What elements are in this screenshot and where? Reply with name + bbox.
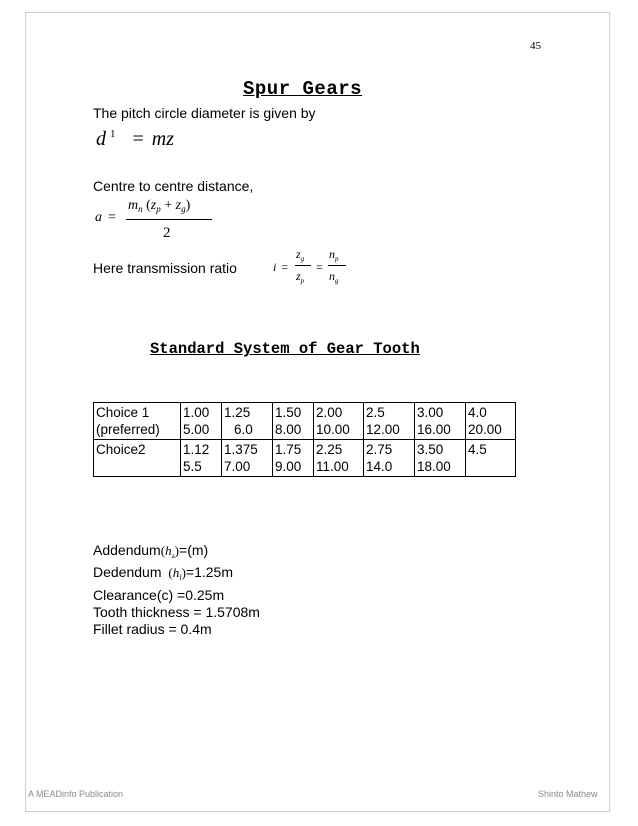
dedendum-value: =1.25m [185, 564, 234, 580]
eq-n: n [329, 269, 335, 283]
cell-line: 2.5 [366, 405, 385, 420]
label-line: Choice2 [96, 442, 146, 457]
eq-equals: = [108, 210, 116, 225]
eq-z: z [296, 247, 301, 261]
eq-sub-a: a [171, 552, 175, 560]
label-line: Choice 1 [96, 405, 150, 420]
gear-module-table [93, 402, 516, 477]
cell-line: 1.375 [224, 442, 258, 457]
cell-line: 11.00 [316, 459, 349, 474]
eq-sub-g: g [181, 204, 186, 214]
footer-publisher: A MEADinfo Publication [28, 789, 124, 799]
eq-symbol-i: i [273, 260, 277, 274]
eq-sub-p: p [335, 255, 339, 263]
fraction-bar [295, 265, 311, 266]
cell-line: 7.00 [224, 459, 251, 474]
table-cell [415, 440, 466, 477]
pitch-equation [96, 128, 174, 151]
cell-line: 3.50 [417, 442, 444, 457]
page-title: Spur Gears [243, 78, 363, 100]
cell-line: 16.00 [417, 422, 451, 437]
eq-paren-open: ( [146, 198, 151, 213]
ratio-text: Here transmission ratio [93, 260, 237, 276]
cell-line: 14.0 [366, 459, 393, 474]
table-cell [222, 440, 273, 477]
table-row-label [94, 440, 181, 477]
cell-line: 20.00 [468, 422, 502, 437]
table-cell [181, 440, 222, 477]
eq-equals: = [316, 260, 323, 274]
cell-line: 1.50 [275, 405, 302, 420]
cell-line: 1.25 [224, 405, 251, 420]
eq-superscript: 1 [110, 128, 116, 140]
cell-line: 5.5 [183, 459, 202, 474]
eq-paren-close: ) [185, 198, 191, 213]
cell-line: 2.25 [316, 442, 343, 457]
addendum-value: =(m) [179, 542, 209, 558]
table-cell [222, 403, 273, 440]
dedendum-line [93, 564, 233, 582]
cell-line: 10.00 [316, 422, 350, 437]
page-number: 45 [530, 40, 541, 52]
table-cell [273, 403, 314, 440]
clearance-line: Clearance(c) =0.25m [93, 587, 225, 603]
eq-h: h [172, 565, 180, 580]
table-cell [466, 403, 516, 440]
centre-numerator [128, 198, 190, 214]
centre-lhs [95, 210, 116, 226]
table-cell [314, 440, 364, 477]
cell-line: 4.0 [468, 405, 487, 420]
cell-line: 1.00 [183, 405, 210, 420]
table-row-label [94, 403, 181, 440]
cell-line: 2.00 [316, 405, 343, 420]
centre-text: Centre to centre distance, [93, 178, 254, 194]
footer-author: Shinto Mathew [538, 789, 598, 799]
ratio-lhs [273, 260, 288, 275]
ratio-num-2 [329, 247, 339, 263]
ratio-den-1 [296, 269, 304, 285]
eq-n: n [329, 247, 335, 261]
table-row [94, 440, 516, 477]
cell-line: 5.00 [183, 422, 210, 437]
cell-line: 9.00 [275, 459, 302, 474]
centre-denominator: 2 [163, 225, 171, 241]
eq-plus: + [164, 198, 173, 213]
cell-line: 6.0 [234, 422, 253, 437]
eq-sub-f: f [179, 574, 182, 582]
pitch-text: The pitch circle diameter is given by [93, 105, 316, 121]
dedendum-label: Dedendum [93, 564, 162, 580]
cell-line: 18.00 [417, 459, 451, 474]
eq-z: z [150, 198, 157, 213]
eq-symbol-d: d [96, 128, 106, 150]
table-cell [466, 440, 516, 477]
addendum-label: Addendum [93, 542, 161, 558]
eq-symbol-a: a [95, 210, 102, 225]
cell-line: 1.75 [275, 442, 302, 457]
fillet-line: Fillet radius = 0.4m [93, 621, 212, 637]
thickness-line: Tooth thickness = 1.5708m [93, 604, 260, 620]
label-line: (preferred) [96, 422, 160, 437]
table-row [94, 403, 516, 440]
eq-sub-p: p [156, 204, 161, 214]
table-cell [415, 403, 466, 440]
eq-m: m [128, 198, 139, 213]
fraction-bar [328, 265, 346, 266]
cell-line: 8.00 [275, 422, 302, 437]
eq-sub-g: g [335, 277, 339, 285]
ratio-num-1 [296, 247, 304, 263]
table-cell [314, 403, 364, 440]
eq-sub-g: g [300, 255, 305, 263]
table-cell [364, 403, 415, 440]
cell-line: 2.75 [366, 442, 393, 457]
section-title: Standard System of Gear Tooth [150, 340, 420, 358]
eq-sub-n: n [138, 204, 143, 214]
eq-z: z [175, 198, 182, 213]
addendum-line [93, 542, 208, 560]
table-cell [273, 440, 314, 477]
dedendum-symbol: $(h_f)$ [168, 565, 186, 582]
cell-line: 4.5 [468, 442, 487, 457]
table-cell [181, 403, 222, 440]
ratio-den-2 [329, 269, 339, 285]
eq-h: h [165, 543, 172, 558]
eq-equals: = [132, 128, 144, 150]
table-cell [364, 440, 415, 477]
eq-z: z [296, 269, 301, 283]
eq-sub-p: p [300, 277, 305, 285]
addendum-symbol: $(h_a)$ [160, 543, 180, 560]
eq-rhs: mz [151, 128, 175, 150]
cell-line: 3.00 [417, 405, 444, 420]
eq-equals: = [281, 260, 289, 274]
cell-line: 12.00 [366, 422, 400, 437]
fraction-bar [126, 219, 212, 220]
cell-line: 1.12 [183, 442, 210, 457]
